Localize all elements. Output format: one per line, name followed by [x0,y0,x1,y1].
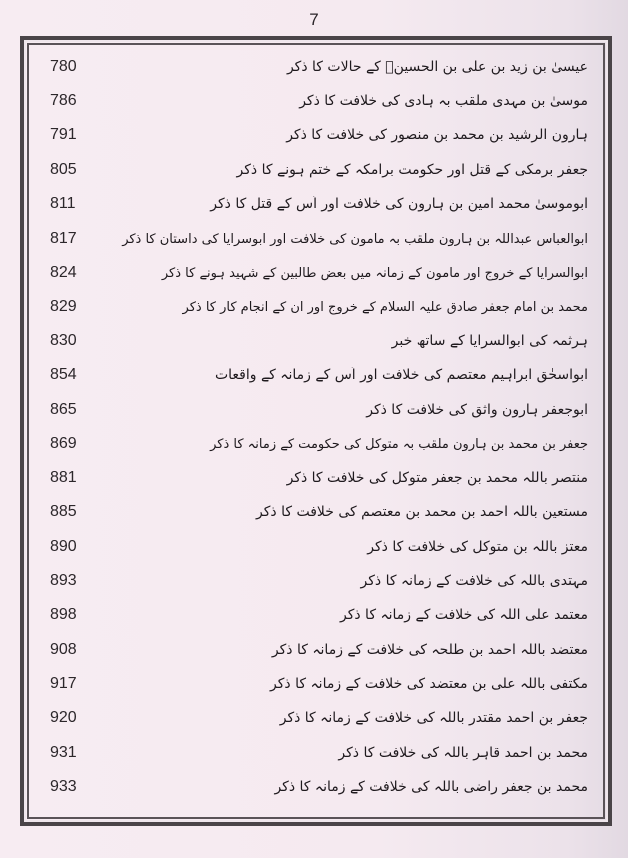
toc-page-number: 898 [50,606,77,623]
toc-title: ابوالعباس عبداللہ بن ہارون ملقب بہ مامون کی خلافت اور ابوسرایا کی داستان کا ذکر [122,231,588,247]
toc-entry [30,395,602,425]
toc-entry [30,463,602,493]
toc-title: موسیٰ بن مہدی ملقب بہ ہادی کی خلافت کا ذکر [299,93,588,109]
toc-entry [30,703,602,733]
toc-title: معتضد باللہ احمد بن طلحہ کی خلافت کے زمانہ کا ذکر [271,642,588,658]
toc-page-number: 786 [50,92,77,109]
toc-page-number: 780 [50,58,77,75]
toc-title: جعفر بن محمد بن ہارون ملقب بہ متوکل کی حکومت کے زمانہ کا ذکر [210,436,588,452]
table-of-contents [30,52,602,812]
toc-page-number: 917 [50,675,77,692]
toc-title: عیسیٰ بن زید بن علی بن الحسینؓ کے حالات کا ذکر [286,59,588,75]
toc-page-number: 811 [50,195,76,212]
toc-page-number: 869 [50,435,77,452]
toc-entry [30,497,602,527]
toc-page-number: 829 [50,298,77,315]
toc-title: محمد بن احمد قاہر باللہ کی خلافت کا ذکر [338,745,588,761]
toc-page-number: 854 [50,366,77,383]
toc-title: ابوموسیٰ محمد امین بن ہارون کی خلافت اور اُس کے قتل کا ذکر [210,196,588,212]
toc-title: مکتفی باللہ علی بن معتضد کی خلافت کے زمانہ کا ذکر [270,676,588,692]
toc-entry [30,566,602,596]
toc-page-number: 881 [50,469,77,486]
toc-entry [30,429,602,459]
toc-page-number: 824 [50,264,77,281]
toc-title: مستعین باللہ احمد بن محمد بن معتصم کی خلافت کا ذکر [256,504,588,520]
toc-page-number: 865 [50,401,77,418]
toc-entry [30,52,602,82]
toc-title: معتز باللہ بن متوکل کی خلافت کا ذکر [367,539,588,555]
toc-title: ابواسحٰق ابراہیم معتصم کی خلافت اور اُس کے زمانہ کے واقعات [214,367,588,383]
toc-page-number: 805 [50,161,77,178]
toc-entry [30,600,602,630]
toc-entry [30,669,602,699]
toc-title: معتمد علی اللہ کی خلافت کے زمانہ کا ذکر [339,607,588,623]
toc-entry [30,292,602,322]
toc-entry [30,532,602,562]
toc-entry [30,772,602,802]
toc-page-number: 920 [50,709,77,726]
toc-page-number: 933 [50,778,77,795]
toc-title: محمد بن امام جعفر صادق علیہ السلام کے خروج اور ان کے انجام کار کا ذکر [182,299,588,315]
toc-page-number: 931 [50,744,77,761]
toc-title: ہارون الرشید بن محمد بن منصور کی خلافت کا ذکر [286,127,588,143]
toc-entry [30,224,602,254]
toc-page-number: 830 [50,332,77,349]
toc-title: مہتدی باللہ کی خلافت کے زمانہ کا ذکر [360,573,588,589]
toc-entry [30,635,602,665]
toc-entry [30,738,602,768]
toc-entry [30,258,602,288]
toc-title: منتصر باللہ محمد بن جعفر متوکل کی خلافت کا ذکر [286,470,588,486]
page-number: 7 [309,10,319,29]
toc-title: ابوجعفر ہارون واثق کی خلافت کا ذکر [366,402,588,418]
toc-entry [30,189,602,219]
toc-title: ہرثمہ کی ابوالسرایا کے ساتھ خبر [391,333,588,349]
toc-page-number: 885 [50,503,77,520]
toc-entry [30,86,602,116]
toc-page-number: 890 [50,538,77,555]
toc-page-number: 791 [50,126,77,143]
toc-entry [30,120,602,150]
toc-page-number: 893 [50,572,77,589]
toc-title: ابوالسرایا کے خروج اور مامون کے زمانہ میں بعض طالبین کے شہید ہونے کا ذکر [161,265,588,281]
toc-entry [30,155,602,185]
toc-page-number: 817 [50,230,77,247]
toc-title: محمد بن جعفر راضی باللہ کی خلافت کے زمانہ کا ذکر [274,779,588,795]
toc-page-number: 908 [50,641,77,658]
toc-entry [30,360,602,390]
toc-entry [30,326,602,356]
toc-title: جعفر بن احمد مقتدر باللہ کی خلافت کے زمانہ کا ذکر [279,710,588,726]
toc-title: جعفر برمکی کے قتل اور حکومت برامکہ کے ختم ہونے کا ذکر [236,162,588,178]
